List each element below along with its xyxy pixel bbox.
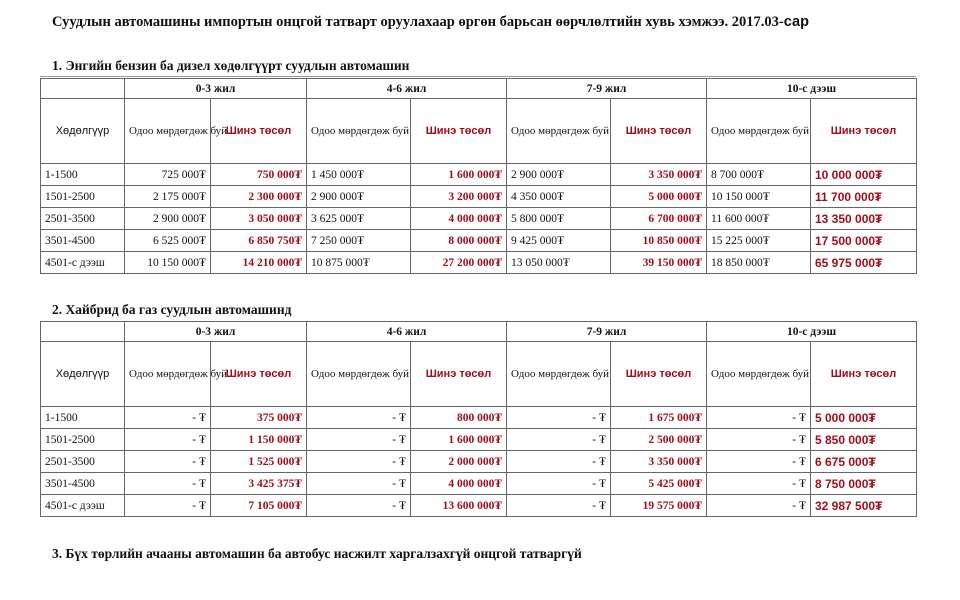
new-draft-header: Шинэ төсөл <box>211 342 307 407</box>
current-rate-header: Одоо мөрдөгдөж буй <box>507 342 611 407</box>
current-rate-cell: 6 525 000₮ <box>125 230 211 252</box>
age-group-header: 4-6 жил <box>307 79 507 99</box>
current-rate-header: Одоо мөрдөгдөж буй <box>125 99 211 164</box>
new-rate-cell: 8 750 000₮ <box>811 473 917 495</box>
current-rate-cell: - ₮ <box>507 495 611 517</box>
engine-range-cell: 1501-2500 <box>41 429 125 451</box>
engine-range-cell: 3501-4500 <box>41 230 125 252</box>
new-rate-cell: 1 675 000₮ <box>611 407 707 429</box>
current-rate-cell: - ₮ <box>125 473 211 495</box>
new-rate-cell: 8 000 000₮ <box>411 230 507 252</box>
current-rate-cell: - ₮ <box>125 451 211 473</box>
table-row <box>41 164 917 186</box>
new-rate-cell: 1 600 000₮ <box>411 429 507 451</box>
new-rate-cell: 5 425 000₮ <box>611 473 707 495</box>
age-group-header: 10-с дээш <box>707 322 917 342</box>
current-rate-cell: - ₮ <box>307 495 411 517</box>
engine-range-cell: 1-1500 <box>41 164 125 186</box>
current-rate-header: Одоо мөрдөгдөж буй <box>507 99 611 164</box>
table-row <box>41 495 917 517</box>
age-group-header: 0-3 жил <box>125 322 307 342</box>
engine-range-cell: 4501-с дээш <box>41 495 125 517</box>
table-row <box>41 429 917 451</box>
current-rate-cell: 5 800 000₮ <box>507 208 611 230</box>
current-rate-cell: - ₮ <box>507 451 611 473</box>
current-rate-cell: 10 150 000₮ <box>707 186 811 208</box>
new-rate-cell: 1 600 000₮ <box>411 164 507 186</box>
new-draft-header: Шинэ төсөл <box>611 99 707 164</box>
engine-column-header: Хөдөлгүүр <box>41 99 125 164</box>
new-rate-cell: 5 000 000₮ <box>811 407 917 429</box>
current-rate-header: Одоо мөрдөгдөж буй <box>707 99 811 164</box>
current-rate-cell: 4 350 000₮ <box>507 186 611 208</box>
new-rate-cell: 1 150 000₮ <box>211 429 307 451</box>
new-draft-header: Шинэ төсөл <box>211 99 307 164</box>
new-draft-header: Шинэ төсөл <box>811 99 917 164</box>
age-group-header: 0-3 жил <box>125 79 307 99</box>
new-rate-cell: 750 000₮ <box>211 164 307 186</box>
new-rate-cell: 3 050 000₮ <box>211 208 307 230</box>
current-rate-cell: - ₮ <box>307 407 411 429</box>
current-rate-cell: 2 900 000₮ <box>307 186 411 208</box>
new-draft-header: Шинэ төсөл <box>411 99 507 164</box>
current-rate-header: Одоо мөрдөгдөж буй <box>125 342 211 407</box>
current-rate-cell: - ₮ <box>307 451 411 473</box>
current-rate-cell: - ₮ <box>707 473 811 495</box>
section-1-heading: 1. Энгийн бензин ба дизел хөдөлгүүрт суудлын автомашин <box>52 58 410 73</box>
new-draft-header: Шинэ төсөл <box>811 342 917 407</box>
current-rate-cell: 9 425 000₮ <box>507 230 611 252</box>
current-rate-cell: - ₮ <box>707 429 811 451</box>
header-corner <box>41 79 125 99</box>
new-rate-cell: 39 150 000₮ <box>611 252 707 274</box>
new-rate-cell: 6 700 000₮ <box>611 208 707 230</box>
current-rate-header: Одоо мөрдөгдөж буй <box>707 342 811 407</box>
page-title-main: Суудлын автомашины импортын онцгой татварт оруулахаар өргөн барьсан өөрчлөлтийн хувь хэмжээ. 2017.03- <box>52 14 784 30</box>
page-title <box>52 14 932 31</box>
table-row <box>41 186 917 208</box>
current-rate-cell: 2 175 000₮ <box>125 186 211 208</box>
gasoline-diesel-tariff-table <box>40 78 917 274</box>
new-rate-cell: 1 525 000₮ <box>211 451 307 473</box>
current-rate-cell: - ₮ <box>307 473 411 495</box>
current-rate-cell: - ₮ <box>507 429 611 451</box>
current-rate-cell: 13 050 000₮ <box>507 252 611 274</box>
current-rate-cell: - ₮ <box>125 495 211 517</box>
current-rate-cell: - ₮ <box>707 495 811 517</box>
age-group-header-row <box>41 322 917 342</box>
current-rate-header: Одоо мөрдөгдөж буй <box>307 99 411 164</box>
new-rate-cell: 375 000₮ <box>211 407 307 429</box>
new-rate-cell: 7 105 000₮ <box>211 495 307 517</box>
current-rate-cell: 10 875 000₮ <box>307 252 411 274</box>
new-rate-cell: 4 000 000₮ <box>411 473 507 495</box>
new-rate-cell: 19 575 000₮ <box>611 495 707 517</box>
new-draft-header: Шинэ төсөл <box>611 342 707 407</box>
engine-range-cell: 3501-4500 <box>41 473 125 495</box>
new-rate-cell: 6 850 750₮ <box>211 230 307 252</box>
subheader-row <box>41 342 917 407</box>
current-rate-cell: 7 250 000₮ <box>307 230 411 252</box>
age-group-header: 4-6 жил <box>307 322 507 342</box>
table-row <box>41 451 917 473</box>
subheader-row <box>41 99 917 164</box>
age-group-header: 7-9 жил <box>507 79 707 99</box>
new-rate-cell: 17 500 000₮ <box>811 230 917 252</box>
current-rate-cell: 11 600 000₮ <box>707 208 811 230</box>
new-rate-cell: 3 425 375₮ <box>211 473 307 495</box>
new-rate-cell: 6 675 000₮ <box>811 451 917 473</box>
current-rate-header: Одоо мөрдөгдөж буй <box>307 342 411 407</box>
current-rate-cell: 725 000₮ <box>125 164 211 186</box>
new-rate-cell: 10 000 000₮ <box>811 164 917 186</box>
new-rate-cell: 4 000 000₮ <box>411 208 507 230</box>
current-rate-cell: - ₮ <box>125 429 211 451</box>
new-rate-cell: 3 350 000₮ <box>611 451 707 473</box>
table-row <box>41 407 917 429</box>
table-row <box>41 473 917 495</box>
section-3-heading: 3. Бүх төрлийн ачааны автомашин ба автобус насжилт харгалзахгүй онцгой татваргүй <box>52 546 582 561</box>
current-rate-cell: - ₮ <box>307 429 411 451</box>
current-rate-cell: - ₮ <box>707 407 811 429</box>
age-group-header: 7-9 жил <box>507 322 707 342</box>
engine-range-cell: 1-1500 <box>41 407 125 429</box>
current-rate-cell: 8 700 000₮ <box>707 164 811 186</box>
current-rate-cell: - ₮ <box>507 473 611 495</box>
current-rate-cell: - ₮ <box>507 407 611 429</box>
hybrid-gas-tariff-table <box>40 321 917 517</box>
engine-column-header: Хөдөлгүүр <box>41 342 125 407</box>
table-row <box>41 252 917 274</box>
new-rate-cell: 11 700 000₮ <box>811 186 917 208</box>
engine-range-cell: 2501-3500 <box>41 208 125 230</box>
new-rate-cell: 2 000 000₮ <box>411 451 507 473</box>
header-corner <box>41 322 125 342</box>
new-rate-cell: 5 000 000₮ <box>611 186 707 208</box>
current-rate-cell: 2 900 000₮ <box>507 164 611 186</box>
age-group-header: 10-с дээш <box>707 79 917 99</box>
new-rate-cell: 3 350 000₮ <box>611 164 707 186</box>
new-draft-header: Шинэ төсөл <box>411 342 507 407</box>
new-rate-cell: 2 300 000₮ <box>211 186 307 208</box>
current-rate-cell: 3 625 000₮ <box>307 208 411 230</box>
new-rate-cell: 13 600 000₮ <box>411 495 507 517</box>
current-rate-cell: 2 900 000₮ <box>125 208 211 230</box>
page-title-suffix: сар <box>783 14 809 30</box>
new-rate-cell: 65 975 000₮ <box>811 252 917 274</box>
new-rate-cell: 3 200 000₮ <box>411 186 507 208</box>
section-2-heading: 2. Хайбрид ба газ суудлын автомашинд <box>52 302 292 317</box>
engine-range-cell: 4501-с дээш <box>41 252 125 274</box>
engine-range-cell: 2501-3500 <box>41 451 125 473</box>
age-group-header-row <box>41 79 917 99</box>
new-rate-cell: 2 500 000₮ <box>611 429 707 451</box>
current-rate-cell: - ₮ <box>125 407 211 429</box>
new-rate-cell: 5 850 000₮ <box>811 429 917 451</box>
engine-range-cell: 1501-2500 <box>41 186 125 208</box>
current-rate-cell: 10 150 000₮ <box>125 252 211 274</box>
new-rate-cell: 13 350 000₮ <box>811 208 917 230</box>
new-rate-cell: 14 210 000₮ <box>211 252 307 274</box>
new-rate-cell: 800 000₮ <box>411 407 507 429</box>
current-rate-cell: 18 850 000₮ <box>707 252 811 274</box>
new-rate-cell: 32 987 500₮ <box>811 495 917 517</box>
section-1-rule <box>40 76 916 77</box>
new-rate-cell: 27 200 000₮ <box>411 252 507 274</box>
current-rate-cell: 15 225 000₮ <box>707 230 811 252</box>
current-rate-cell: 1 450 000₮ <box>307 164 411 186</box>
current-rate-cell: - ₮ <box>707 451 811 473</box>
new-rate-cell: 10 850 000₮ <box>611 230 707 252</box>
table-row <box>41 208 917 230</box>
table-row <box>41 230 917 252</box>
